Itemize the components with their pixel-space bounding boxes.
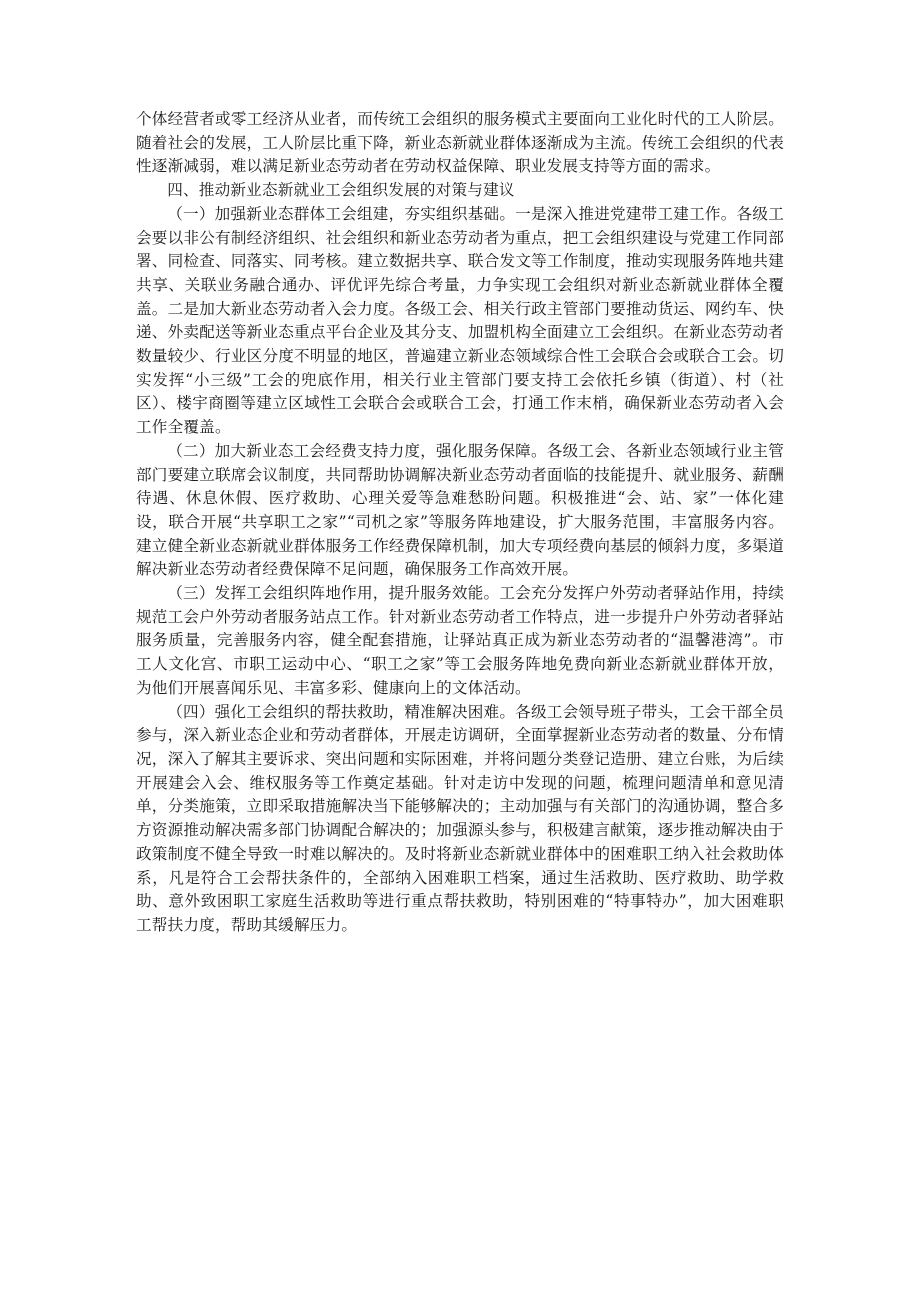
paragraph-continuation: 个体经营者或零工经济从业者，而传统工会组织的服务模式主要面向工业化时代的工人阶层。随着社会的发展，工人阶层比重下降，新业态新就业群体逐渐成为主流。传统工会组织的代表性逐渐减弱，难以满足新业态劳动者在劳动权益保障、职业发展支持等方面的需求。 <box>136 110 784 176</box>
paragraph-item-2: （二）加大新业态工会经费支持力度，强化服务保障。各级工会、各新业态领域行业主管部门要建立联席会议制度，共同帮助协调解决新业态劳动者面临的技能提升、就业服务、薪酬待遇、休息休假、医疗救助、心理关爱等急难愁盼问题。积极推进“会、站、家”一体化建设，联合开展“共享职工之家”“司机之家”等服务阵地建设，扩大服务范围，丰富服务内容。建立健全新业态新就业群体服务工作经费保障机制，加大专项经费向基层的倾斜力度，多渠道解决新业态劳动者经费保障不足问题，确保服务工作高效开展。 <box>136 441 784 579</box>
paragraph-item-3: （三）发挥工会组织阵地作用，提升服务效能。工会充分发挥户外劳动者驿站作用，持续规范工会户外劳动者服务站点工作。针对新业态劳动者工作特点，进一步提升户外劳动者驿站服务质量，完善服务内容，健全配套措施，让驿站真正成为新业态劳动者的“温馨港湾”。市工人文化宫、市职工运动中心、“职工之家”等工会服务阵地免费向新业态新就业群体开放，为他们开展喜闻乐见、丰富多彩、健康向上的文体活动。 <box>136 584 784 697</box>
section-heading: 四、推动新业态新就业工会组织发展的对策与建议 <box>167 181 515 200</box>
paragraph-item-4: （四）强化工会组织的帮扶救助，精准解决困难。各级工会领导班子带头，工会干部全员参与，深入新业态企业和劳动者群体，开展走访调研，全面掌握新业态劳动者的数量、分布情况，深入了解其主要诉求、突出问题和实际困难，并将问题分类登记造册、建立台账，为后续开展建会入会、维权服务等工作奠定基础。针对走访中发现的问题，梳理问题清单和意见清单，分类施策，立即采取措施解决当下能够解决的；主动加强与有关部门的沟通协调，整合多方资源推动解决需多部门协调配合解决的；加强源头参与，积极建言献策，逐步推动解决由于政策制度不健全导致一时难以解决的。及时将新业态新就业群体中的困难职工纳入社会救助体系，凡是符合工会帮扶条件的，全部纳入困难职工档案，通过生活救助、医疗救助、助学救助、意外致困职工家庭生活救助等进行重点帮扶救助，特别困难的“特事特办”，加大困难职工帮扶力度，帮助其缓解压力。 <box>136 702 784 934</box>
document-body <box>136 108 784 938</box>
paragraph-item-1: （一）加强新业态群体工会组建，夯实组织基础。一是深入推进党建带工建工作。各级工会要以非公有制经济组织、社会组织和新业态劳动者为重点，把工会组织建设与党建工作同部署、同检查、同落实、同考核。建立数据共享、联合发文等工作制度，推动实现服务阵地共建共享、关联业务融合通办、评优评先综合考量，力争实现工会组织对新业态新就业群体全覆盖。二是加大新业态劳动者入会力度。各级工会、相关行政主管部门要推动货运、网约车、快递、外卖配送等新业态重点平台企业及其分支、加盟机构全面建立工会组织。在新业态劳动者数量较少、行业区分度不明显的地区，普遍建立新业态领域综合性工会联合会或联合工会。切实发挥“小三级”工会的兜底作用，相关行业主管部门要支持工会依托乡镇（街道）、村（社区）、楼宇商圈等建立区域性工会联合会或联合工会，打通工作末梢，确保新业态劳动者入会工作全覆盖。 <box>136 204 784 437</box>
